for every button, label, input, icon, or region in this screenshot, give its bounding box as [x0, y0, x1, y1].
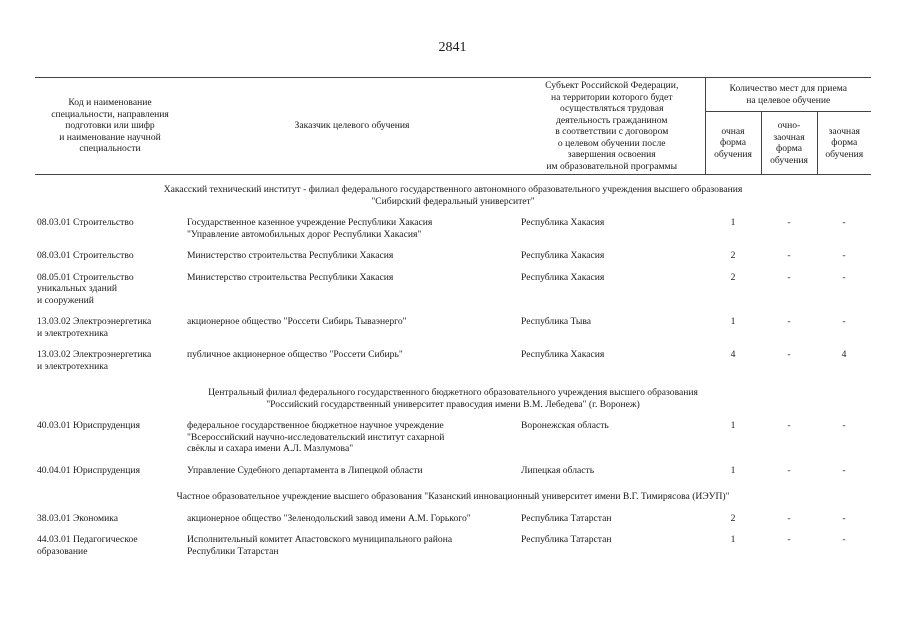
section-title: Частное образовательное учреждение высшего образования "Казанский инновационный университет имени В.Г. Тимирясова (ИЭУП)" — [176, 491, 730, 502]
cell-region: Республика Хакасия — [521, 349, 605, 360]
section-title: Центральный филиал федерального государственного бюджетного образовательного учреждения высшего образования "Российский государственный университет правосудия имени В.М. Лебедева" (г. Воронеж) — [208, 387, 698, 410]
quota-table-wrapper — [35, 77, 871, 563]
cell-correspondence: - — [842, 271, 846, 283]
cell-part-time: - — [787, 271, 791, 283]
table-row — [35, 461, 871, 483]
page-number: 2841 — [438, 40, 467, 55]
cell-specialty: 40.04.01 Юриспруденция — [37, 464, 140, 476]
cell-customer: Министерство строительства Республики Хакасия — [187, 250, 394, 261]
header-full-time: очная форма обучения — [705, 112, 761, 175]
section-header-row — [35, 378, 871, 416]
table-row — [35, 345, 871, 378]
table-row — [35, 530, 871, 563]
cell-specialty: 13.03.02 Электроэнергетика и электротехника — [37, 316, 152, 339]
header-code: Код и наименование специальности, направления подготовки или шифр и наименование научной специальности — [35, 78, 185, 175]
cell-specialty: 08.03.01 Строительство — [37, 217, 134, 228]
cell-region: Республика Хакасия — [521, 217, 605, 228]
cell-region: Республика Хакасия — [521, 250, 605, 261]
cell-part-time: - — [787, 534, 791, 545]
section-title: Хакасский технический институт - филиал федерального государственного автономного образовательного учреждения высшего образования "Сибирский федеральный университет" — [163, 184, 743, 207]
cell-customer: Управление Судебного департамента в Липецкой области — [187, 464, 423, 476]
quota-table — [35, 77, 871, 563]
section-header-row — [35, 175, 871, 214]
cell-customer: Исполнительный комитет Апастовского муниципального района Республики Татарстан — [187, 534, 453, 557]
table-row — [35, 268, 871, 313]
cell-full-time: 4 — [730, 349, 736, 360]
table-row — [35, 416, 871, 461]
cell-correspondence: - — [842, 464, 846, 476]
cell-region: Республика Татарстан — [521, 534, 612, 545]
cell-region: Республика Хакасия — [521, 271, 605, 283]
cell-specialty: 13.03.02 Электроэнергетика и электротехника — [37, 349, 152, 372]
cell-region: Республика Тыва — [521, 316, 591, 327]
header-correspondence: заочная форма обучения — [817, 112, 871, 175]
cell-customer: публичное акционерное общество "Россети Сибирь" — [187, 349, 403, 360]
cell-region: Липецкая область — [521, 464, 595, 476]
cell-full-time: 2 — [730, 512, 736, 524]
cell-correspondence: 4 — [841, 349, 847, 360]
cell-specialty: 38.03.01 Экономика — [37, 512, 119, 524]
header-region: Субъект Российской Федерации, на территории которого будет осуществляться трудовая деятельность гражданином в соответствии с договором о целевом обучении после завершения освоения им образовательной программы — [519, 78, 705, 175]
cell-part-time: - — [787, 250, 791, 261]
table-row — [35, 509, 871, 531]
cell-specialty: 44.03.01 Педагогическое образование — [37, 534, 138, 557]
cell-correspondence: - — [842, 512, 846, 524]
header-customer: Заказчик целевого обучения — [185, 78, 519, 175]
cell-customer: Государственное казенное учреждение Республики Хакасия "Управление автомобильных дорог Республики Хакасия" — [187, 217, 433, 240]
section-header-row — [35, 482, 871, 509]
cell-full-time: 2 — [730, 271, 736, 283]
cell-part-time: - — [787, 349, 791, 360]
table-body — [35, 175, 871, 564]
cell-region: Республика Татарстан — [521, 512, 612, 524]
cell-correspondence: - — [842, 420, 846, 431]
cell-customer: федеральное государственное бюджетное научное учреждение "Всероссийский научно-исследовательский институт сахарной свёклы и сахара имени А.Л. Мазлумова" — [187, 420, 445, 454]
cell-specialty: 40.03.01 Юриспруденция — [37, 420, 140, 431]
cell-region: Воронежская область — [521, 420, 609, 431]
cell-full-time: 2 — [730, 250, 736, 261]
cell-customer: Министерство строительства Республики Хакасия — [187, 271, 394, 283]
cell-customer: акционерное общество "Россети Сибирь Тываэнерго" — [187, 316, 407, 327]
table-row — [35, 213, 871, 246]
cell-full-time: 1 — [730, 217, 736, 228]
cell-correspondence: - — [842, 217, 846, 228]
cell-full-time: 1 — [730, 316, 736, 327]
cell-correspondence: - — [842, 534, 846, 545]
cell-specialty: 08.03.01 Строительство — [37, 250, 134, 261]
cell-part-time: - — [787, 217, 791, 228]
table-row — [35, 312, 871, 345]
cell-full-time: 1 — [730, 464, 736, 476]
cell-part-time: - — [787, 464, 791, 476]
cell-correspondence: - — [842, 316, 846, 327]
cell-part-time: - — [787, 316, 791, 327]
header-part-time: очно- заочная форма обучения — [761, 112, 817, 175]
cell-full-time: 1 — [730, 534, 736, 545]
table-row — [35, 246, 871, 268]
cell-customer: акционерное общество "Зеленодольский завод имени А.М. Горького" — [187, 512, 471, 524]
cell-specialty: 08.05.01 Строительство уникальных зданий и сооружений — [37, 271, 134, 306]
cell-correspondence: - — [842, 250, 846, 261]
cell-part-time: - — [787, 420, 791, 431]
cell-part-time: - — [787, 512, 791, 524]
cell-full-time: 1 — [730, 420, 736, 431]
header-places: Количество мест для приема на целевое обучение — [705, 78, 871, 112]
